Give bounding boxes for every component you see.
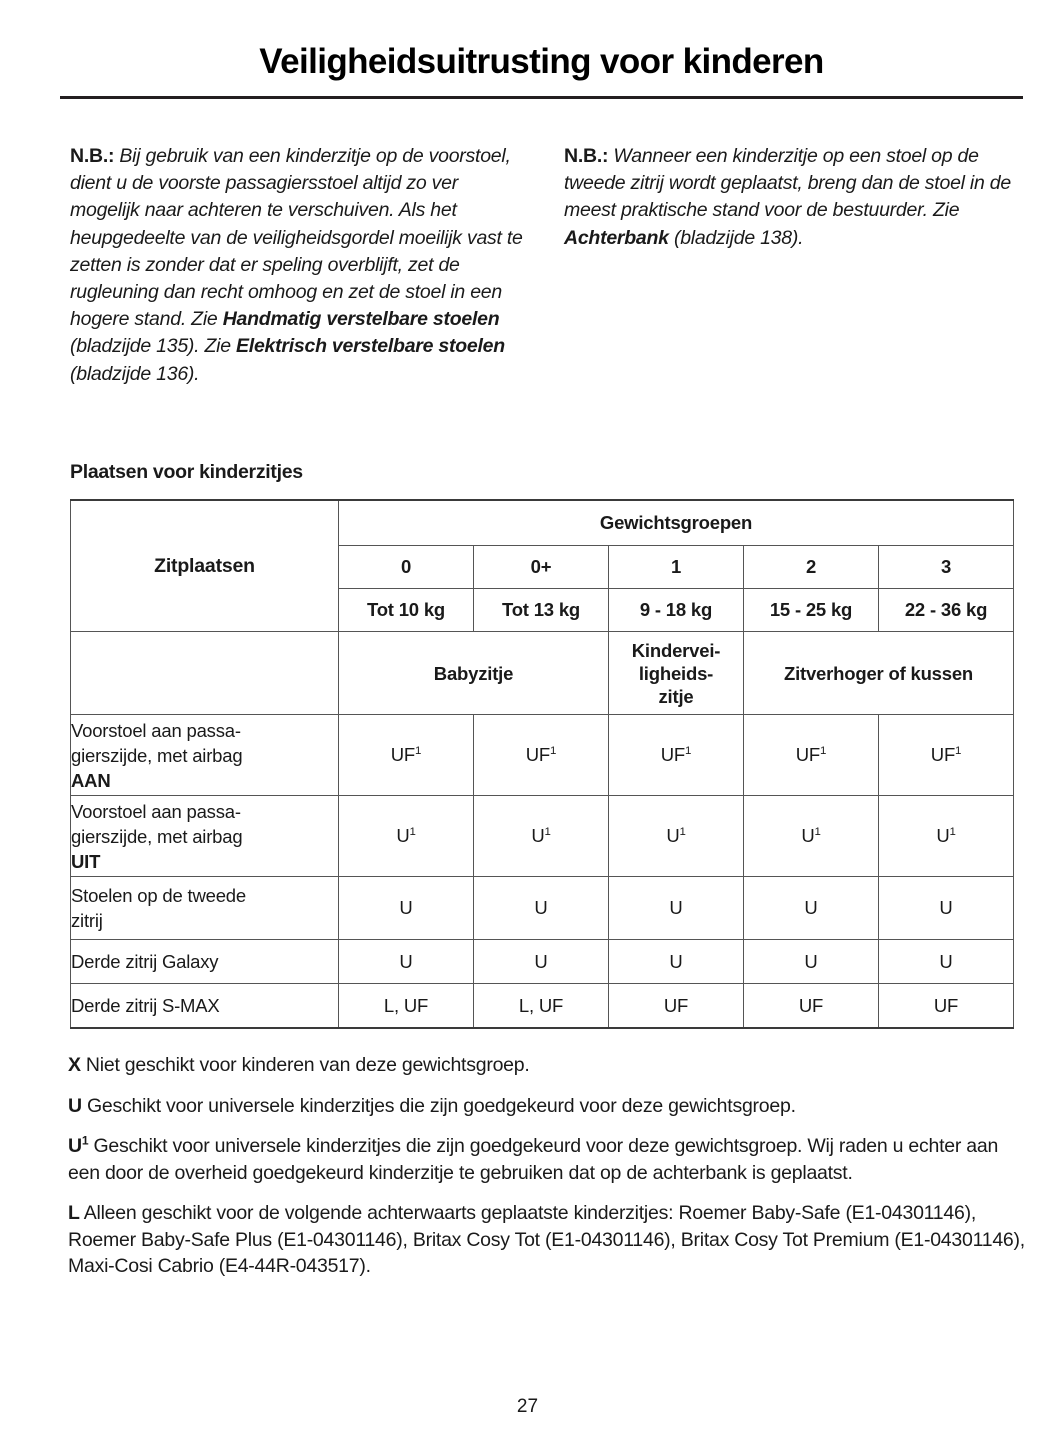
note-left-bold-1: Handmatig verstelbare stoelen	[222, 308, 500, 331]
cell-r3-c4: U	[879, 940, 1014, 984]
cell-r1-c4: $U^1$	[879, 796, 1014, 877]
cell-r0-c3: $UF^1$	[744, 715, 879, 796]
group-number-2: 1	[609, 546, 744, 589]
table-row	[71, 877, 1014, 940]
row-label-header-cell	[71, 500, 339, 632]
row-label-line2: gierszijde, met airbag	[71, 825, 243, 847]
cell-r4-c3: UF	[744, 984, 879, 1029]
legend-key-u1-sup: 1	[81, 1133, 89, 1148]
table-legend	[68, 1052, 1026, 1294]
cell-r0-c1: $UF^1$	[474, 715, 609, 796]
row-label-line2: zitrij	[71, 910, 103, 931]
group-number-0: 0	[339, 546, 474, 589]
note-left-body-3: (bladzijde 136).	[70, 362, 200, 385]
legend-key-u1	[68, 1135, 88, 1157]
cell-r4-c2: UF	[609, 984, 744, 1029]
note-left-lead: N.B.:	[70, 145, 115, 167]
legend-key-u: U	[68, 1094, 82, 1117]
page-number: 27	[516, 1396, 539, 1417]
intro-notes	[70, 143, 1025, 388]
row-label-line2: gierszijde, met airbag	[71, 744, 243, 766]
row-label-line1: Voorstoel aan passa-	[71, 800, 241, 822]
group-number-1: 0+	[474, 546, 609, 589]
seat-type-kv-line3: zitje	[658, 685, 694, 707]
note-left	[70, 143, 531, 388]
row-label-tweede-zitrij	[71, 877, 339, 940]
seat-type-zitverhoger: Zitverhoger of kussen	[744, 632, 1014, 715]
table-row	[71, 940, 1014, 984]
legend-text-l: Alleen geschikt voor de volgende achterwaarts geplaatste kinderzitjes: Roemer Baby-Safe (E1-04301146), Roemer Baby-Safe Plus (E1-04301146), Britax Cosy Tot (E1-04301146), Britax Cosy Tot Premium (E1-04301146), Maxi-Cosi Cabrio (E4-44R-043517).	[68, 1202, 1025, 1277]
legend-text-u1: Geschikt voor universele kinderzitjes die zijn goedgekeurd voor deze gewichtsgroep. Wij raden u echter aan een door de overheid goedgekeurd kinderzitje te gebruiken dat op de achterbank is geplaatst.	[68, 1135, 999, 1184]
cell-r2-c0: U	[339, 877, 474, 940]
legend-key-x: X	[68, 1054, 81, 1076]
cell-r2-c1: U	[474, 877, 609, 940]
table-row	[71, 715, 1014, 796]
cell-r4-c1: L, UF	[474, 984, 609, 1029]
cell-r1-c2: $U^1$	[609, 796, 744, 877]
row-label-line1: Stoelen op de tweede	[71, 885, 246, 906]
cell-r4-c4: UF	[879, 984, 1014, 1029]
note-right	[564, 143, 1025, 388]
child-seat-positions-table	[70, 499, 1014, 1029]
cell-r0-c4: $UF^1$	[879, 715, 1014, 796]
note-right-bold-1: Achterbank	[564, 226, 669, 249]
row-label-derde-zitrij-smax: Derde zitrij S-MAX	[71, 984, 339, 1029]
note-right-body-1: Wanneer een kinderzitje op een stoel op de tweede zitrij wordt geplaatst, breng dan de stoel in de meest praktische stand voor de bestuurder. Zie	[564, 145, 1011, 222]
legend-key-l: L	[68, 1202, 80, 1224]
seat-type-label-spacer	[71, 632, 339, 715]
cell-r3-c3: U	[744, 940, 879, 984]
seat-type-kinderveiligheidszitje	[609, 632, 744, 715]
seat-type-kv-line1: Kindervei-	[631, 639, 721, 661]
seat-type-kv-line2: ligheids-	[638, 662, 714, 684]
note-left-bold-2: Elektrisch verstelbare stoelen	[236, 335, 505, 358]
section-heading: Plaatsen voor kinderzitjes	[70, 461, 303, 483]
seat-type-babyzitje: Babyzitje	[339, 632, 609, 715]
row-label-header: Zitplaatsen	[154, 554, 255, 577]
title-divider	[60, 96, 1023, 99]
table-header-row-seat-types	[71, 632, 1014, 715]
note-right-lead: N.B.:	[564, 145, 609, 167]
cell-r0-c0: $UF^1$	[339, 715, 474, 796]
cell-r3-c1: U	[474, 940, 609, 984]
note-left-body-1: Bij gebruik van een kinderzitje op de voorstoel, dient u de voorste passagiersstoel altijd zo ver mogelijk naar achteren te verschuiven. Als het heupgedeelte van de veiligheidsgordel moeilijk vast te zetten is zonder dat er speling overblijft, zet de rugleuning dan recht omhoog en zet de stoel in een hogere stand. Zie	[70, 145, 523, 331]
cell-r3-c0: U	[339, 940, 474, 984]
legend-item-u	[68, 1093, 1026, 1120]
note-left-body-2: (bladzijde 135). Zie	[70, 335, 237, 358]
cell-r1-c0: $U^1$	[339, 796, 474, 877]
cell-r1-c1: $U^1$	[474, 796, 609, 877]
group-weight-2: 9 - 18 kg	[609, 589, 744, 632]
legend-key-u1-letter: U	[68, 1135, 82, 1157]
legend-text-x: Niet geschikt voor kinderen van deze gewichtsgroep.	[80, 1054, 530, 1076]
cell-r1-c3: $U^1$	[744, 796, 879, 877]
page-title: Veiligheidsuitrusting voor kinderen	[259, 42, 824, 81]
group-weight-0: Tot 10 kg	[339, 589, 474, 632]
group-number-3: 2	[744, 546, 879, 589]
cell-r0-c2: $UF^1$	[609, 715, 744, 796]
group-weight-4: 22 - 36 kg	[879, 589, 1014, 632]
row-label-voorstoel-airbag-uit	[71, 796, 339, 877]
group-weight-1: Tot 13 kg	[474, 589, 609, 632]
row-label-emphasis: AAN	[71, 769, 111, 791]
table-header-row-group	[71, 500, 1014, 546]
legend-text-u: Geschikt voor universele kinderzitjes die zijn goedgekeurd voor deze gewichtsgroep.	[81, 1094, 796, 1117]
note-right-body-2: (bladzijde 138).	[668, 226, 804, 249]
cell-r2-c4: U	[879, 877, 1014, 940]
cell-r2-c3: U	[744, 877, 879, 940]
row-label-derde-zitrij-galaxy: Derde zitrij Galaxy	[71, 940, 339, 984]
weight-groups-header: Gewichtsgroepen	[339, 500, 1014, 546]
table-row	[71, 796, 1014, 877]
group-number-4: 3	[879, 546, 1014, 589]
cell-r4-c0: L, UF	[339, 984, 474, 1029]
table-row	[71, 984, 1014, 1029]
row-label-voorstoel-airbag-aan	[71, 715, 339, 796]
group-weight-3: 15 - 25 kg	[744, 589, 879, 632]
row-label-line1: Voorstoel aan passa-	[71, 719, 241, 741]
legend-item-u1	[68, 1133, 1026, 1186]
cell-r2-c2: U	[609, 877, 744, 940]
row-label-emphasis: UIT	[71, 850, 101, 872]
cell-r3-c2: U	[609, 940, 744, 984]
legend-item-x	[68, 1052, 1026, 1079]
legend-item-l	[68, 1200, 1026, 1280]
